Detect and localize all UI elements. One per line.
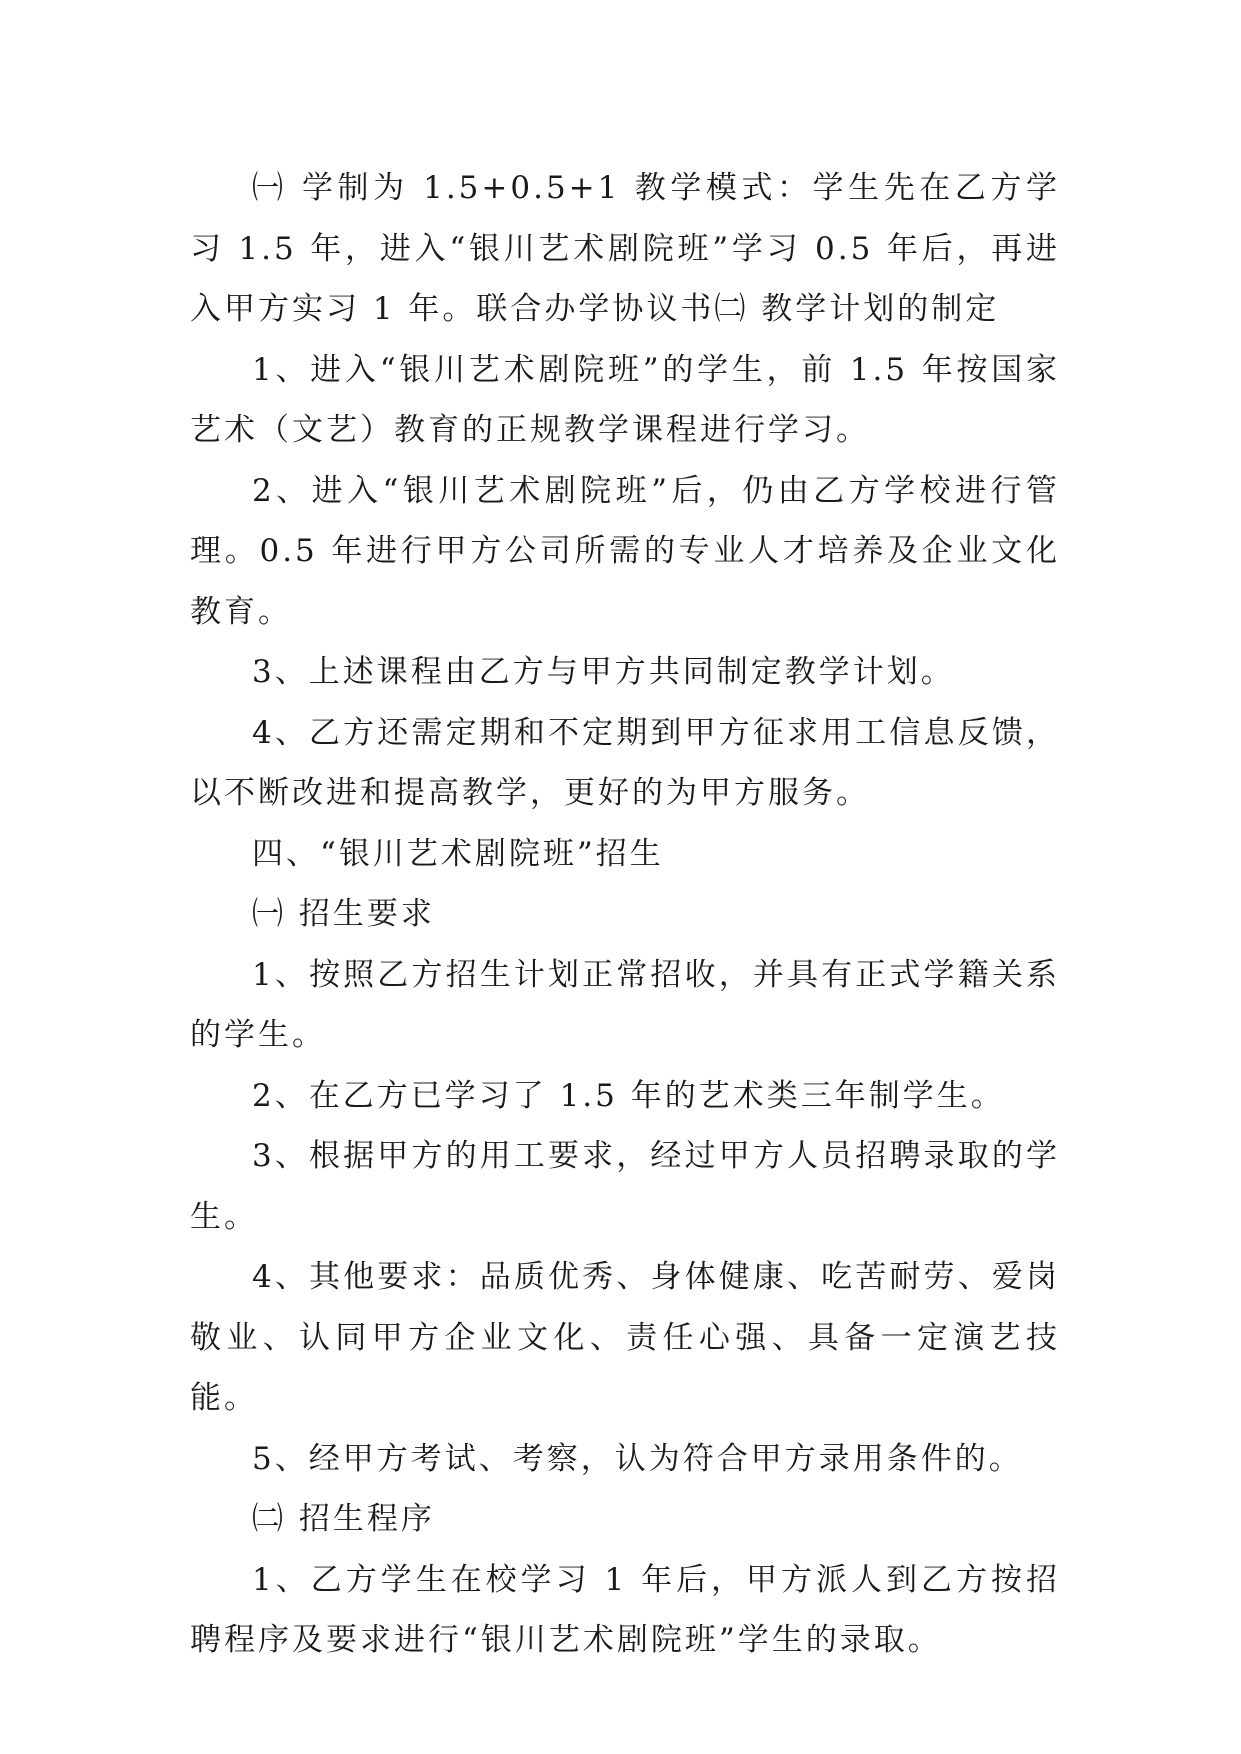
paragraph-school-system: ㈠ 学制为 1.5+0.5+1 教学模式：学生先在乙方学习 1.5 年，进入“银川艺术剧院班”学习 0.5 年后，再进入甲方实习 1 年。联合办学协议书㈡ 教学计划的制定 (190, 170, 1060, 327)
paragraph-plan-item-2: 2、进入“银川艺术剧院班”后，仍由乙方学校进行管理。0.5 年进行甲方公司所需的专业人才培养及企业文化教育。 (190, 472, 1060, 630)
paragraph-requirement-4: 4、其他要求：品质优秀、身体健康、吃苦耐劳、爱岗敬业、认同甲方企业文化、责任心强、具备一定演艺技能。 (190, 1259, 1060, 1416)
paragraph-requirement-1: 1、按照乙方招生计划正常招收，并具有正式学籍关系的学生。 (190, 956, 1060, 1053)
paragraph-plan-item-1: 1、进入“银川艺术剧院班”的学生，前 1.5 年按国家艺术（文艺）教育的正规教学课程进行学习。 (190, 351, 1060, 448)
subheading-enrollment-requirements: ㈠ 招生要求 (252, 896, 435, 932)
subheading-enrollment-procedure: ㈡ 招生程序 (252, 1501, 435, 1537)
paragraph-requirement-3: 3、根据甲方的用工要求，经过甲方人员招聘录取的学生。 (190, 1138, 1060, 1235)
section-heading-enrollment: 四、“银川艺术剧院班”招生 (252, 835, 664, 872)
paragraph-procedure-1: 1、乙方学生在校学习 1 年后，甲方派人到乙方按招聘程序及要求进行“银川艺术剧院班”学生的录取。 (190, 1561, 1060, 1658)
paragraph-requirement-2: 2、在乙方已学习了 1.5 年的艺术类三年制学生。 (252, 1077, 1005, 1114)
paragraph-plan-item-3: 3、上述课程由乙方与甲方共同制定教学计划。 (252, 654, 955, 690)
paragraph-requirement-5: 5、经甲方考试、考察，认为符合甲方录用条件的。 (252, 1440, 1023, 1477)
paragraph-plan-item-4: 4、乙方还需定期和不定期到甲方征求用工信息反馈，以不断改进和提高教学，更好的为甲方服务。 (190, 714, 1060, 811)
document-body (190, 158, 1060, 1671)
